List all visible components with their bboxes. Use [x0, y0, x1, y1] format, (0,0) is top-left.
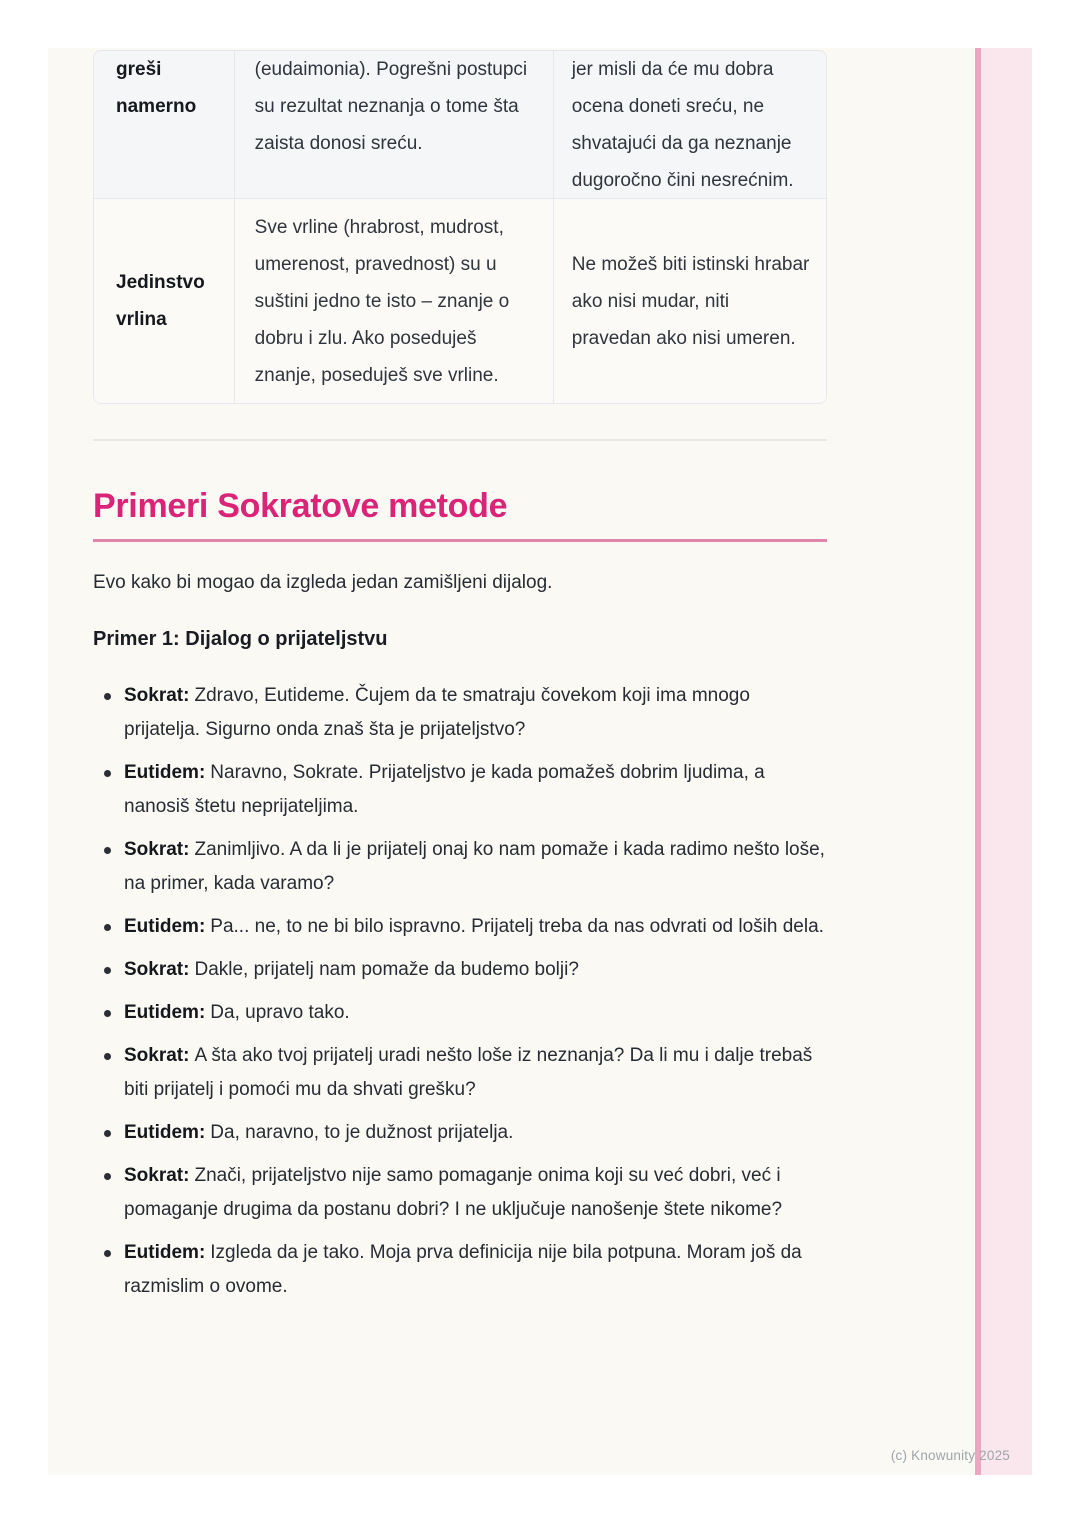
heading-underline: [93, 539, 827, 542]
utterance-text: Naravno, Sokrate. Prijateljstvo je kada pomažeš dobrim ljudima, a nanosiš štetu neprijateljima.: [124, 762, 765, 817]
utterance-text: Zanimljivo. A da li je prijatelj onaj ko nam pomaže i kada radimo nešto loše, na primer, kada varamo?: [124, 839, 825, 894]
utterance-text: Zdravo, Eutideme. Čujem da te smatraju čovekom koji ima mnogo prijatelja. Sigurno onda znaš šta je prijateljstvo?: [124, 685, 750, 740]
table-cell-description: (eudaimonia). Pogrešni postupci su rezultat neznanja o tome šta zaista donosi sreću.: [234, 51, 553, 198]
example-subheading: Primer 1: Dijalog o prijateljstvu: [93, 628, 388, 650]
utterance-text: Izgleda da je tako. Moja prva definicija nije bila potpuna. Moram još da razmislim o ovome.: [124, 1242, 802, 1297]
dialog-item: [93, 1116, 827, 1150]
speaker-name: Eutidem:: [124, 762, 206, 783]
speaker-name: Sokrat:: [124, 959, 190, 980]
speaker-name: Sokrat:: [124, 1045, 190, 1066]
dialog-item: [93, 953, 827, 987]
dialog-list: [93, 679, 827, 1304]
speaker-name: Eutidem:: [124, 916, 206, 937]
speaker-name: Eutidem:: [124, 1242, 206, 1263]
dialog-item: [93, 1039, 827, 1107]
table-cell-term: Jedinstvo vrlina: [116, 272, 205, 330]
table-cell-description: Sve vrline (hrabrost, mudrost, umerenost, pravednost) su u suštini jedno te isto – znanje o dobru i zlu. Ako poseduješ znanje, poseduješ sve vrline.: [234, 199, 553, 403]
speaker-name: Sokrat:: [124, 1165, 190, 1186]
dialog-item: [93, 1159, 827, 1227]
document-page: [48, 48, 1032, 1475]
utterance-text: Da, naravno, to je dužnost prijatelja.: [210, 1122, 514, 1143]
speaker-name: Sokrat:: [124, 839, 190, 860]
section-divider: [93, 439, 827, 441]
table-cell-term: greši namerno: [116, 59, 197, 117]
utterance-text: A šta ako tvoj prijatelj uradi nešto loše iz neznanja? Da li mu i dalje trebaš biti prijatelj i pomoći mu da shvati grešku?: [124, 1045, 813, 1100]
copyright-watermark: (c) Knowunity 2025: [890, 1448, 1010, 1463]
dialog-item: [93, 833, 827, 901]
table-cell-example: Ne možeš biti istinski hrabar ako nisi mudar, niti pravedan ako nisi umeren.: [553, 199, 826, 403]
dialog-item: [93, 756, 827, 824]
table-row: [94, 198, 826, 403]
speaker-name: Sokrat:: [124, 685, 190, 706]
table-cell-example: jer misli da će mu dobra ocena doneti sreću, ne shvatajući da ga neznanje dugoročno čini nesrećnim.: [553, 51, 826, 198]
speaker-name: Eutidem:: [124, 1122, 206, 1143]
utterance-text: Pa... ne, to ne bi bilo ispravno. Prijatelj treba da nas odvrati od loših dela.: [210, 916, 824, 937]
dialog-item: [93, 996, 827, 1030]
utterance-text: Da, upravo tako.: [210, 1002, 350, 1023]
speaker-name: Eutidem:: [124, 1002, 206, 1023]
intro-paragraph: Evo kako bi mogao da izgleda jedan zamišljeni dijalog.: [93, 572, 553, 593]
page-edge-highlight: [975, 48, 1032, 1475]
utterance-text: Dakle, prijatelj nam pomaže da budemo bolji?: [194, 959, 579, 980]
utterance-text: Znači, prijateljstvo nije samo pomaganje onima koji su već dobri, već i pomaganje drugima da postanu dobri? I ne uključuje nanošenje štete nikome?: [124, 1165, 783, 1220]
dialog-item: [93, 910, 827, 944]
dialog-item: [93, 679, 827, 747]
dialog-item: [93, 1236, 827, 1304]
section-heading: Primeri Sokratove metode: [93, 487, 508, 525]
virtues-table: [93, 50, 827, 404]
table-row: [94, 51, 826, 198]
page-content: [93, 48, 827, 1313]
